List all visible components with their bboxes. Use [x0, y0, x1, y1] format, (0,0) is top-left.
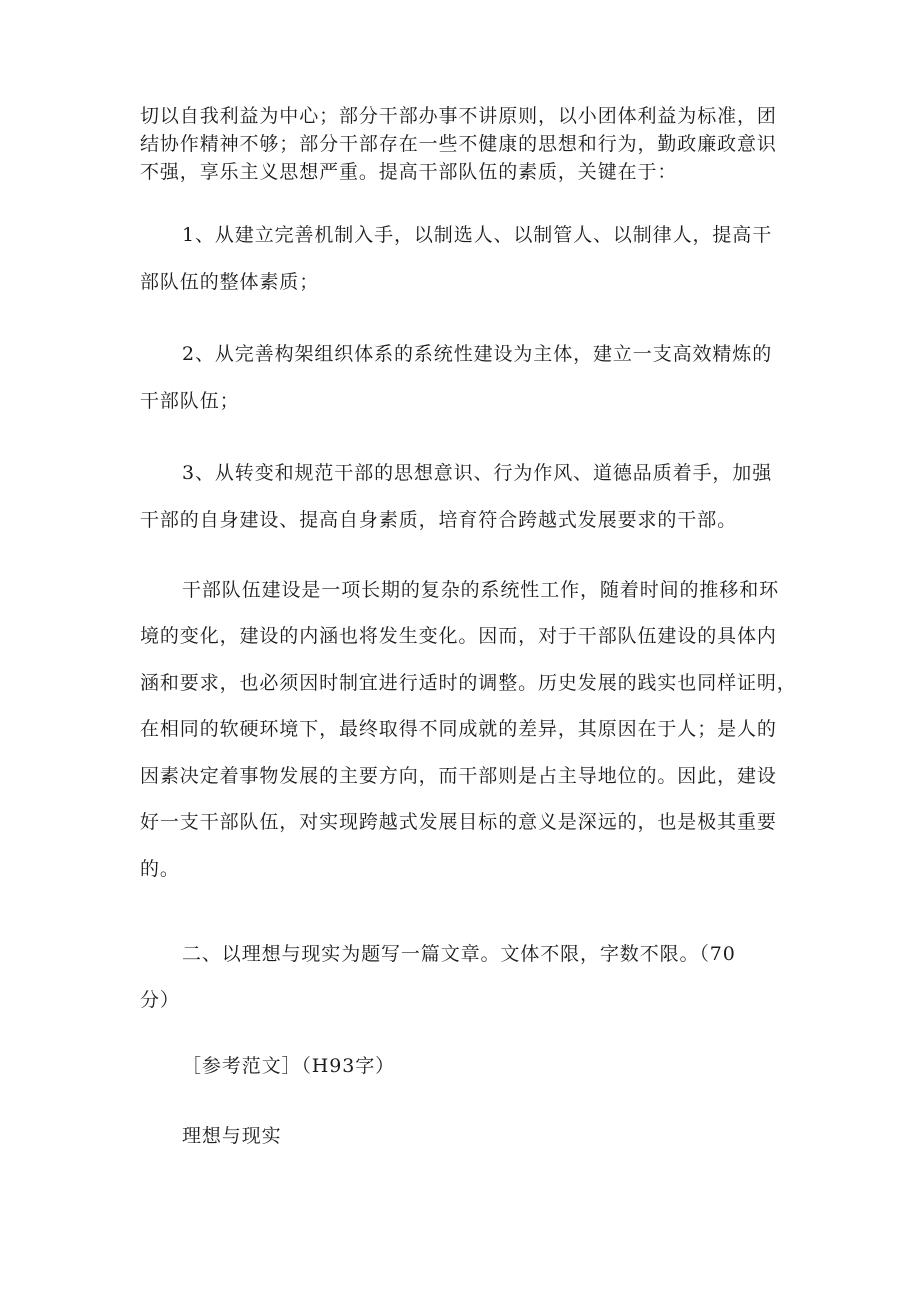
- paragraph-line: 境的变化，建设的内涵也将发生变化。因而，对于干部队伍建设的具体内: [140, 625, 777, 647]
- paragraph-line: 不强，享乐主义思想严重。提高干部队伍的素质，关键在于：: [140, 161, 678, 183]
- paragraph-line: 在相同的软硬环境下，最终取得不同成就的差异，其原因在于人；是人的: [140, 718, 777, 740]
- list-item-2-line: 干部队伍；: [140, 390, 240, 412]
- list-item-3-line: 干部的自身建设、提高自身素质，培育符合跨越式发展要求的干部。: [140, 509, 738, 531]
- question-line: 二、以理想与现实为题写一篇文章。文体不限，字数不限。（70: [182, 943, 736, 965]
- paragraph-line: 切以自我利益为中心；部分干部办事不讲原则，以小团体利益为标准，团: [140, 105, 777, 127]
- list-item-2-line: 2、从完善构架组织体系的系统性建设为主体，建立一支高效精炼的: [182, 343, 773, 365]
- list-item-3-line: 3、从转变和规范干部的思想意识、行为作风、道德品质着手，加强: [182, 462, 773, 484]
- reference-label: ［参考范文］（H93字）: [182, 1055, 396, 1077]
- paragraph-line: 好一支干部队伍，对实现跨越式发展目标的意义是深远的，也是极其重要: [140, 811, 777, 833]
- paragraph-line: 涵和要求，也必须因时制宜进行适时的调整。历史发展的践实也同样证明，: [140, 672, 797, 694]
- question-line: 分）: [140, 989, 180, 1011]
- paragraph-line: 干部队伍建设是一项长期的复杂的系统性工作，随着时间的推移和环: [182, 579, 780, 601]
- paragraph-line: 结协作精神不够；部分干部存在一些不健康的思想和行为，勤政廉政意识: [140, 133, 777, 155]
- paragraph-line: 的。: [140, 858, 180, 880]
- paragraph-line: 因素决定着事物发展的主要方向，而干部则是占主导地位的。因此，建设: [140, 765, 777, 787]
- list-item-1-line: 1、从建立完善机制入手，以制选人、以制管人、以制律人，提高干: [182, 224, 773, 246]
- essay-title: 理想与现实: [182, 1125, 282, 1147]
- list-item-1-line: 部队伍的整体素质；: [140, 271, 320, 293]
